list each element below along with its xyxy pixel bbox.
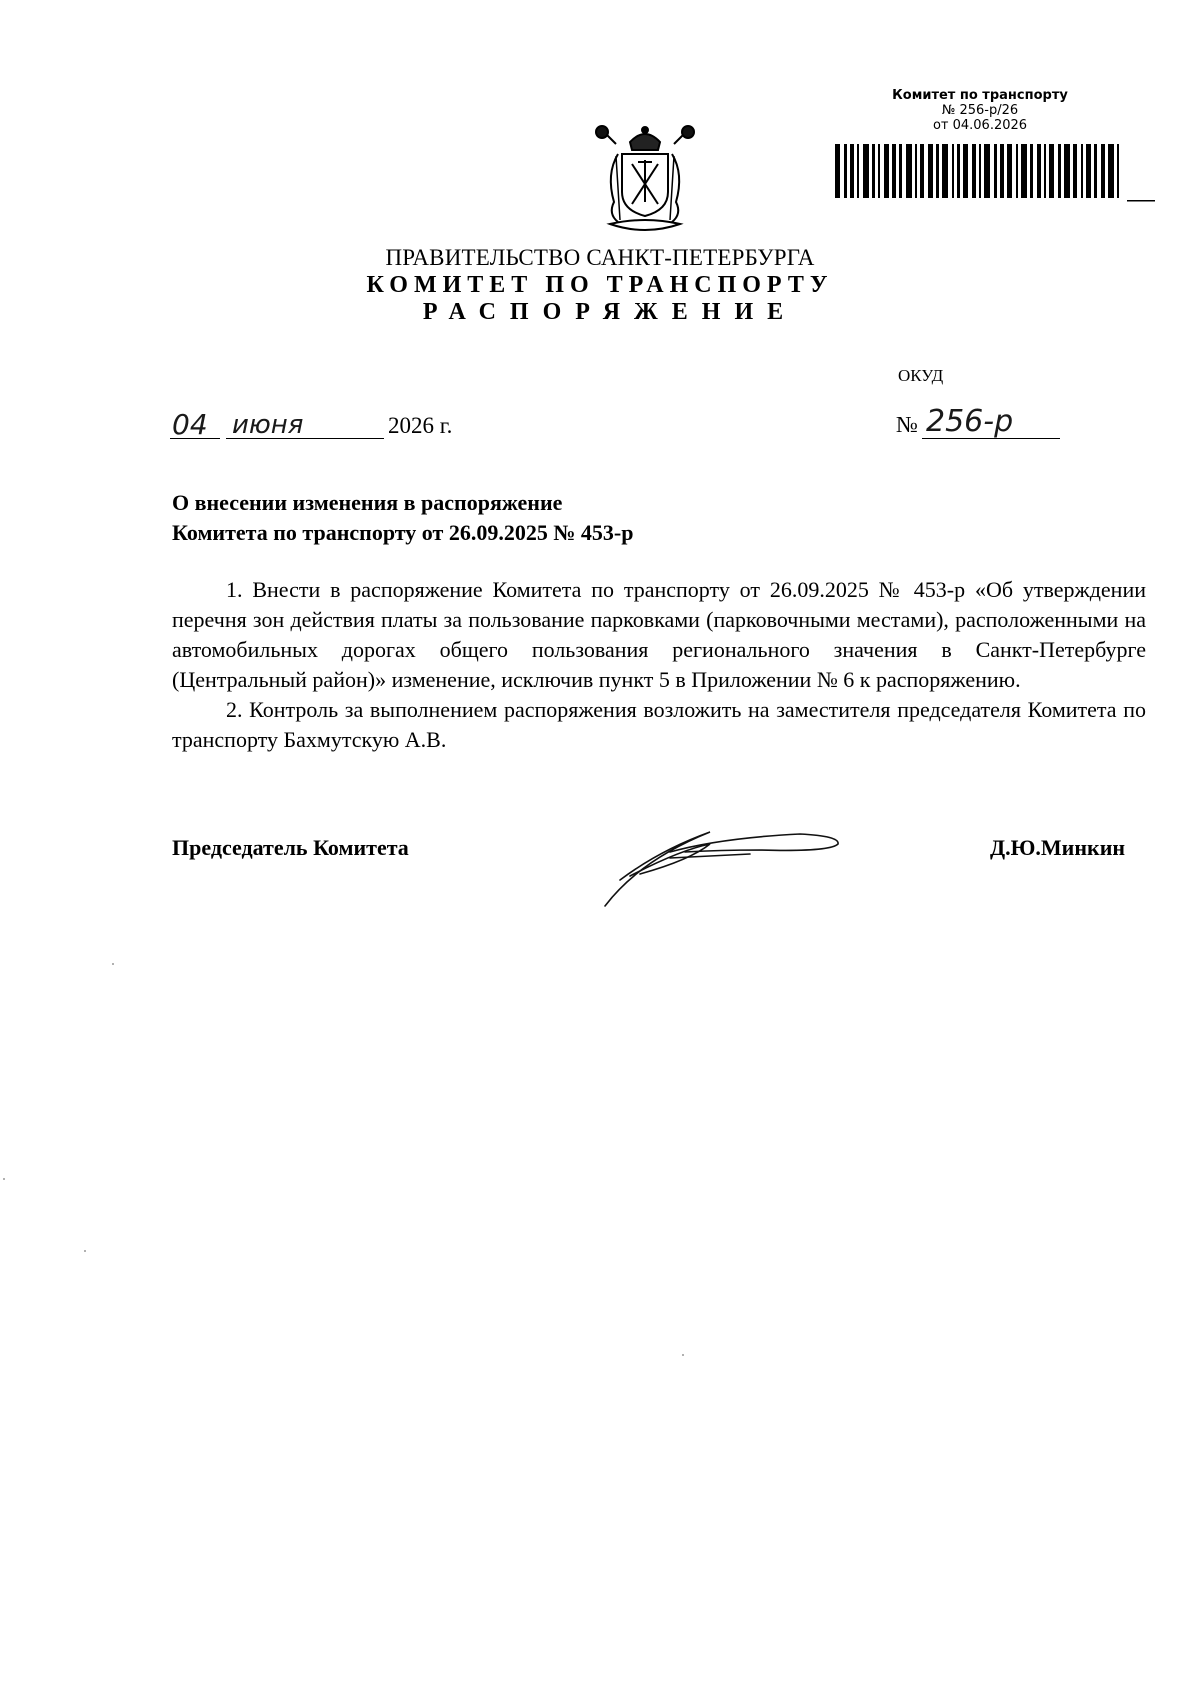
- barcode-bar: [835, 144, 840, 198]
- stamp-line-1: Комитет по транспорту: [892, 88, 1068, 103]
- barcode-bar: [1044, 144, 1046, 198]
- date-year: 2026 г.: [388, 413, 453, 438]
- barcode-bar: [957, 144, 960, 198]
- barcode-bar: [1000, 144, 1004, 198]
- committee-heading: КОМИТЕТ ПО ТРАНСПОРТУ: [366, 272, 834, 298]
- barcode-bar: [1037, 144, 1041, 198]
- document-body: [172, 575, 1146, 755]
- barcode-bar: [906, 144, 912, 198]
- barcode-bar: [920, 144, 924, 198]
- barcode-bar: [844, 144, 847, 198]
- coat-of-arms-icon: [590, 124, 700, 236]
- barcode-bar: [928, 144, 933, 198]
- barcode-bar: [1058, 144, 1061, 198]
- barcode-bar: [994, 144, 997, 198]
- barcode: [835, 142, 1155, 202]
- paragraph-item-2: 2. Контроль за выполнением распоряжения возложить на заместителя председателя Комитета по транспорту Бахмутскую А.В.: [172, 697, 1146, 752]
- date-month-rule: [226, 438, 384, 439]
- number-sign: №: [896, 412, 918, 437]
- signatory-name: Д.Ю.Минкин: [990, 835, 1126, 860]
- paragraph-item-1: 1. Внести в распоряжение Комитета по транспорту от 26.09.2025 № 453-р «Об утверждении перечня зон действия платы за пользование парковками (парковочными местами), расположенными на автомобильных дорогах общего пользования регионального значения в Санкт-Петербурге (Центральный район)» изменение, исключив пункт 5 в Приложении № 6 к распоряжению.: [172, 577, 1146, 692]
- barcode-bar: [972, 144, 976, 198]
- subject-line-1: О внесении изменения в распоряжение: [172, 490, 563, 515]
- scan-speck: [84, 1250, 86, 1252]
- okud-label: ОКУД: [898, 366, 944, 385]
- barcode-bar: [1086, 144, 1091, 198]
- barcode-bar: [1030, 144, 1033, 198]
- scan-speck: [112, 963, 114, 965]
- handwritten-signature: [600, 820, 850, 910]
- barcode-bar: [884, 144, 889, 198]
- signatory-title: Председатель Комитета: [172, 835, 409, 860]
- registration-stamp: [860, 88, 1100, 133]
- barcode-bar: [942, 144, 948, 198]
- barcode-bar: [1021, 144, 1027, 198]
- stamp-line-2: № 256-р/26: [941, 103, 1019, 118]
- barcode-bar: [984, 144, 990, 198]
- date-month-handwritten: июня: [232, 410, 304, 440]
- barcode-bar: [1007, 144, 1012, 198]
- barcode-bar: [878, 144, 880, 198]
- barcode-bar: [899, 144, 902, 198]
- barcode-bar: [963, 144, 968, 198]
- barcode-bar: [915, 144, 917, 198]
- scan-speck: [3, 1178, 5, 1180]
- barcode-bar: [1016, 144, 1018, 198]
- barcode-bar: [863, 144, 869, 198]
- scan-speck: [682, 1354, 684, 1356]
- barcode-bar: [1101, 144, 1105, 198]
- document-number-handwritten: 256-р: [926, 404, 1014, 439]
- barcode-bar: [1081, 144, 1083, 198]
- barcode-bar: [952, 144, 954, 198]
- barcode-bar: [1064, 144, 1070, 198]
- document-subject: [172, 488, 872, 548]
- barcode-bar: [857, 144, 859, 198]
- barcode-bar: [1094, 144, 1097, 198]
- barcode-bar: [850, 144, 854, 198]
- barcode-bar: [1049, 144, 1054, 198]
- barcode-bar: [1108, 144, 1114, 198]
- barcode-bar: [1117, 144, 1119, 198]
- barcode-bar: [979, 144, 981, 198]
- government-heading: ПРАВИТЕЛЬСТВО САНКТ-ПЕТЕРБУРГА: [385, 245, 815, 270]
- document-type-heading: РАСПОРЯЖЕНИЕ: [422, 299, 798, 325]
- number-rule: [922, 438, 1060, 439]
- date-day-handwritten: 04: [172, 408, 208, 441]
- barcode-bar: [892, 144, 896, 198]
- date-day-rule: [170, 438, 220, 439]
- subject-line-2: Комитета по транспорту от 26.09.2025 № 453-р: [172, 520, 634, 545]
- barcode-bar: [1073, 144, 1077, 198]
- barcode-bar: [872, 144, 875, 198]
- stamp-line-3: от 04.06.2026: [932, 118, 1028, 133]
- barcode-bar: [936, 144, 939, 198]
